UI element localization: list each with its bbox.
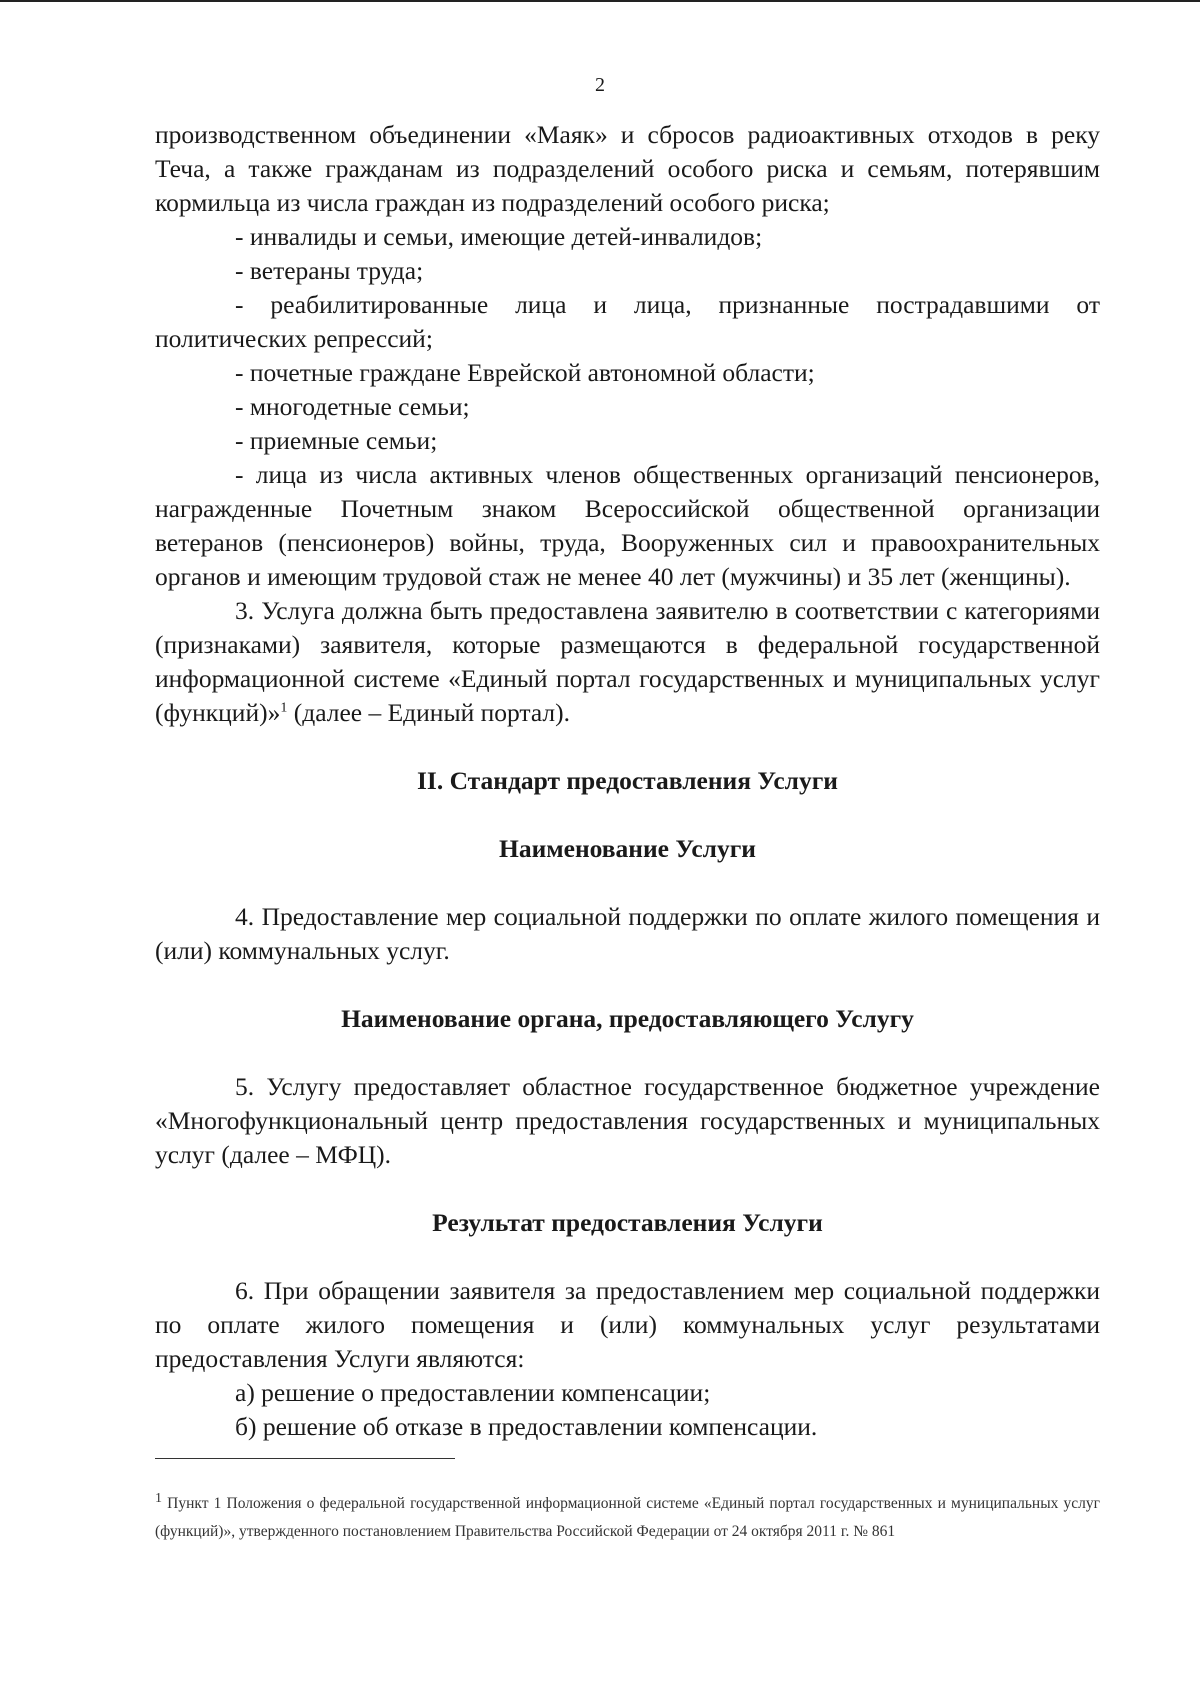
list-item-large-families: - многодетные семьи; <box>235 392 470 421</box>
document-body <box>155 118 1100 1444</box>
footnote <box>155 1490 1100 1546</box>
paragraph-6: 6. При обращении заявителя за предоставлением мер социальной поддержки по оплате жилого помещения и (или) коммунальных услуг результатами предоставления Услуги являются: <box>155 1276 1100 1373</box>
paragraph-3-text: 3. Услуга должна быть предоставлена заявителю в соответствии с категориями (признаками) заявителя, которые размещаются в федеральной государственной информационной системе «Единый портал государственных и муниципальных услуг (функций)» <box>155 596 1100 727</box>
list-item-b: б) решение об отказе в предоставлении компенсации. <box>235 1412 818 1441</box>
list-item-pensioner-activists: - лица из числа активных членов общественных организаций пенсионеров, награжденные Почетным знаком Всероссийской общественной организации ветеранов (пенсионеров) войны, труда, Вооруженных сил и правоохранительных органов и имеющим трудовой стаж не менее 40 лет (мужчины) и 35 лет (женщины). <box>155 460 1100 591</box>
paragraph-continuation: производственном объединении «Маяк» и сбросов радиоактивных отходов в реку Теча, а также гражданам из подразделений особого риска и семьям, потерявшим кормильца из числа граждан из подразделений особого риска; <box>155 120 1100 217</box>
list-item-labor-veterans: - ветераны труда; <box>235 256 424 285</box>
heading-result: Результат предоставления Услуги <box>432 1208 823 1237</box>
footnote-mark: 1 <box>155 1490 162 1506</box>
list-item-a: а) решение о предоставлении компенсации; <box>235 1378 711 1407</box>
heading-service-name: Наименование Услуги <box>499 834 756 863</box>
list-item-honorary-citizens: - почетные граждане Еврейской автономной области; <box>235 358 815 387</box>
paragraph-3 <box>155 594 1100 730</box>
paragraph-4: 4. Предоставление мер социальной поддержки по оплате жилого помещения и (или) коммунальных услуг. <box>155 902 1100 965</box>
list-item-foster-families: - приемные семьи; <box>235 426 438 455</box>
heading-authority: Наименование органа, предоставляющего Услугу <box>341 1004 914 1033</box>
footnote-text: Пункт 1 Положения о федеральной государственной информационной системе «Единый портал государственных и муниципальных услуг (функций)», утвержденного постановлением Правительства Российской Федерации от 24 октября 2011 г. № 861 <box>155 1495 1100 1540</box>
footnote-reference: 1 <box>280 700 288 716</box>
paragraph-3-tail: (далее – Единый портал). <box>287 698 571 727</box>
paragraph-5: 5. Услугу предоставляет областное государственное бюджетное учреждение «Многофункциональный центр предоставления государственных и муниципальных услуг (далее – МФЦ). <box>155 1072 1100 1169</box>
section-title: II. Стандарт предоставления Услуги <box>417 766 838 795</box>
list-item-rehabilitated: - реабилитированные лица и лица, признанные пострадавшими от политических репрессий; <box>155 290 1100 353</box>
footnote-divider <box>155 1458 455 1459</box>
page-top-edge-line <box>0 0 1200 2</box>
list-item-disabled: - инвалиды и семьи, имеющие детей-инвалидов; <box>235 222 763 251</box>
page-number: 2 <box>595 74 605 96</box>
